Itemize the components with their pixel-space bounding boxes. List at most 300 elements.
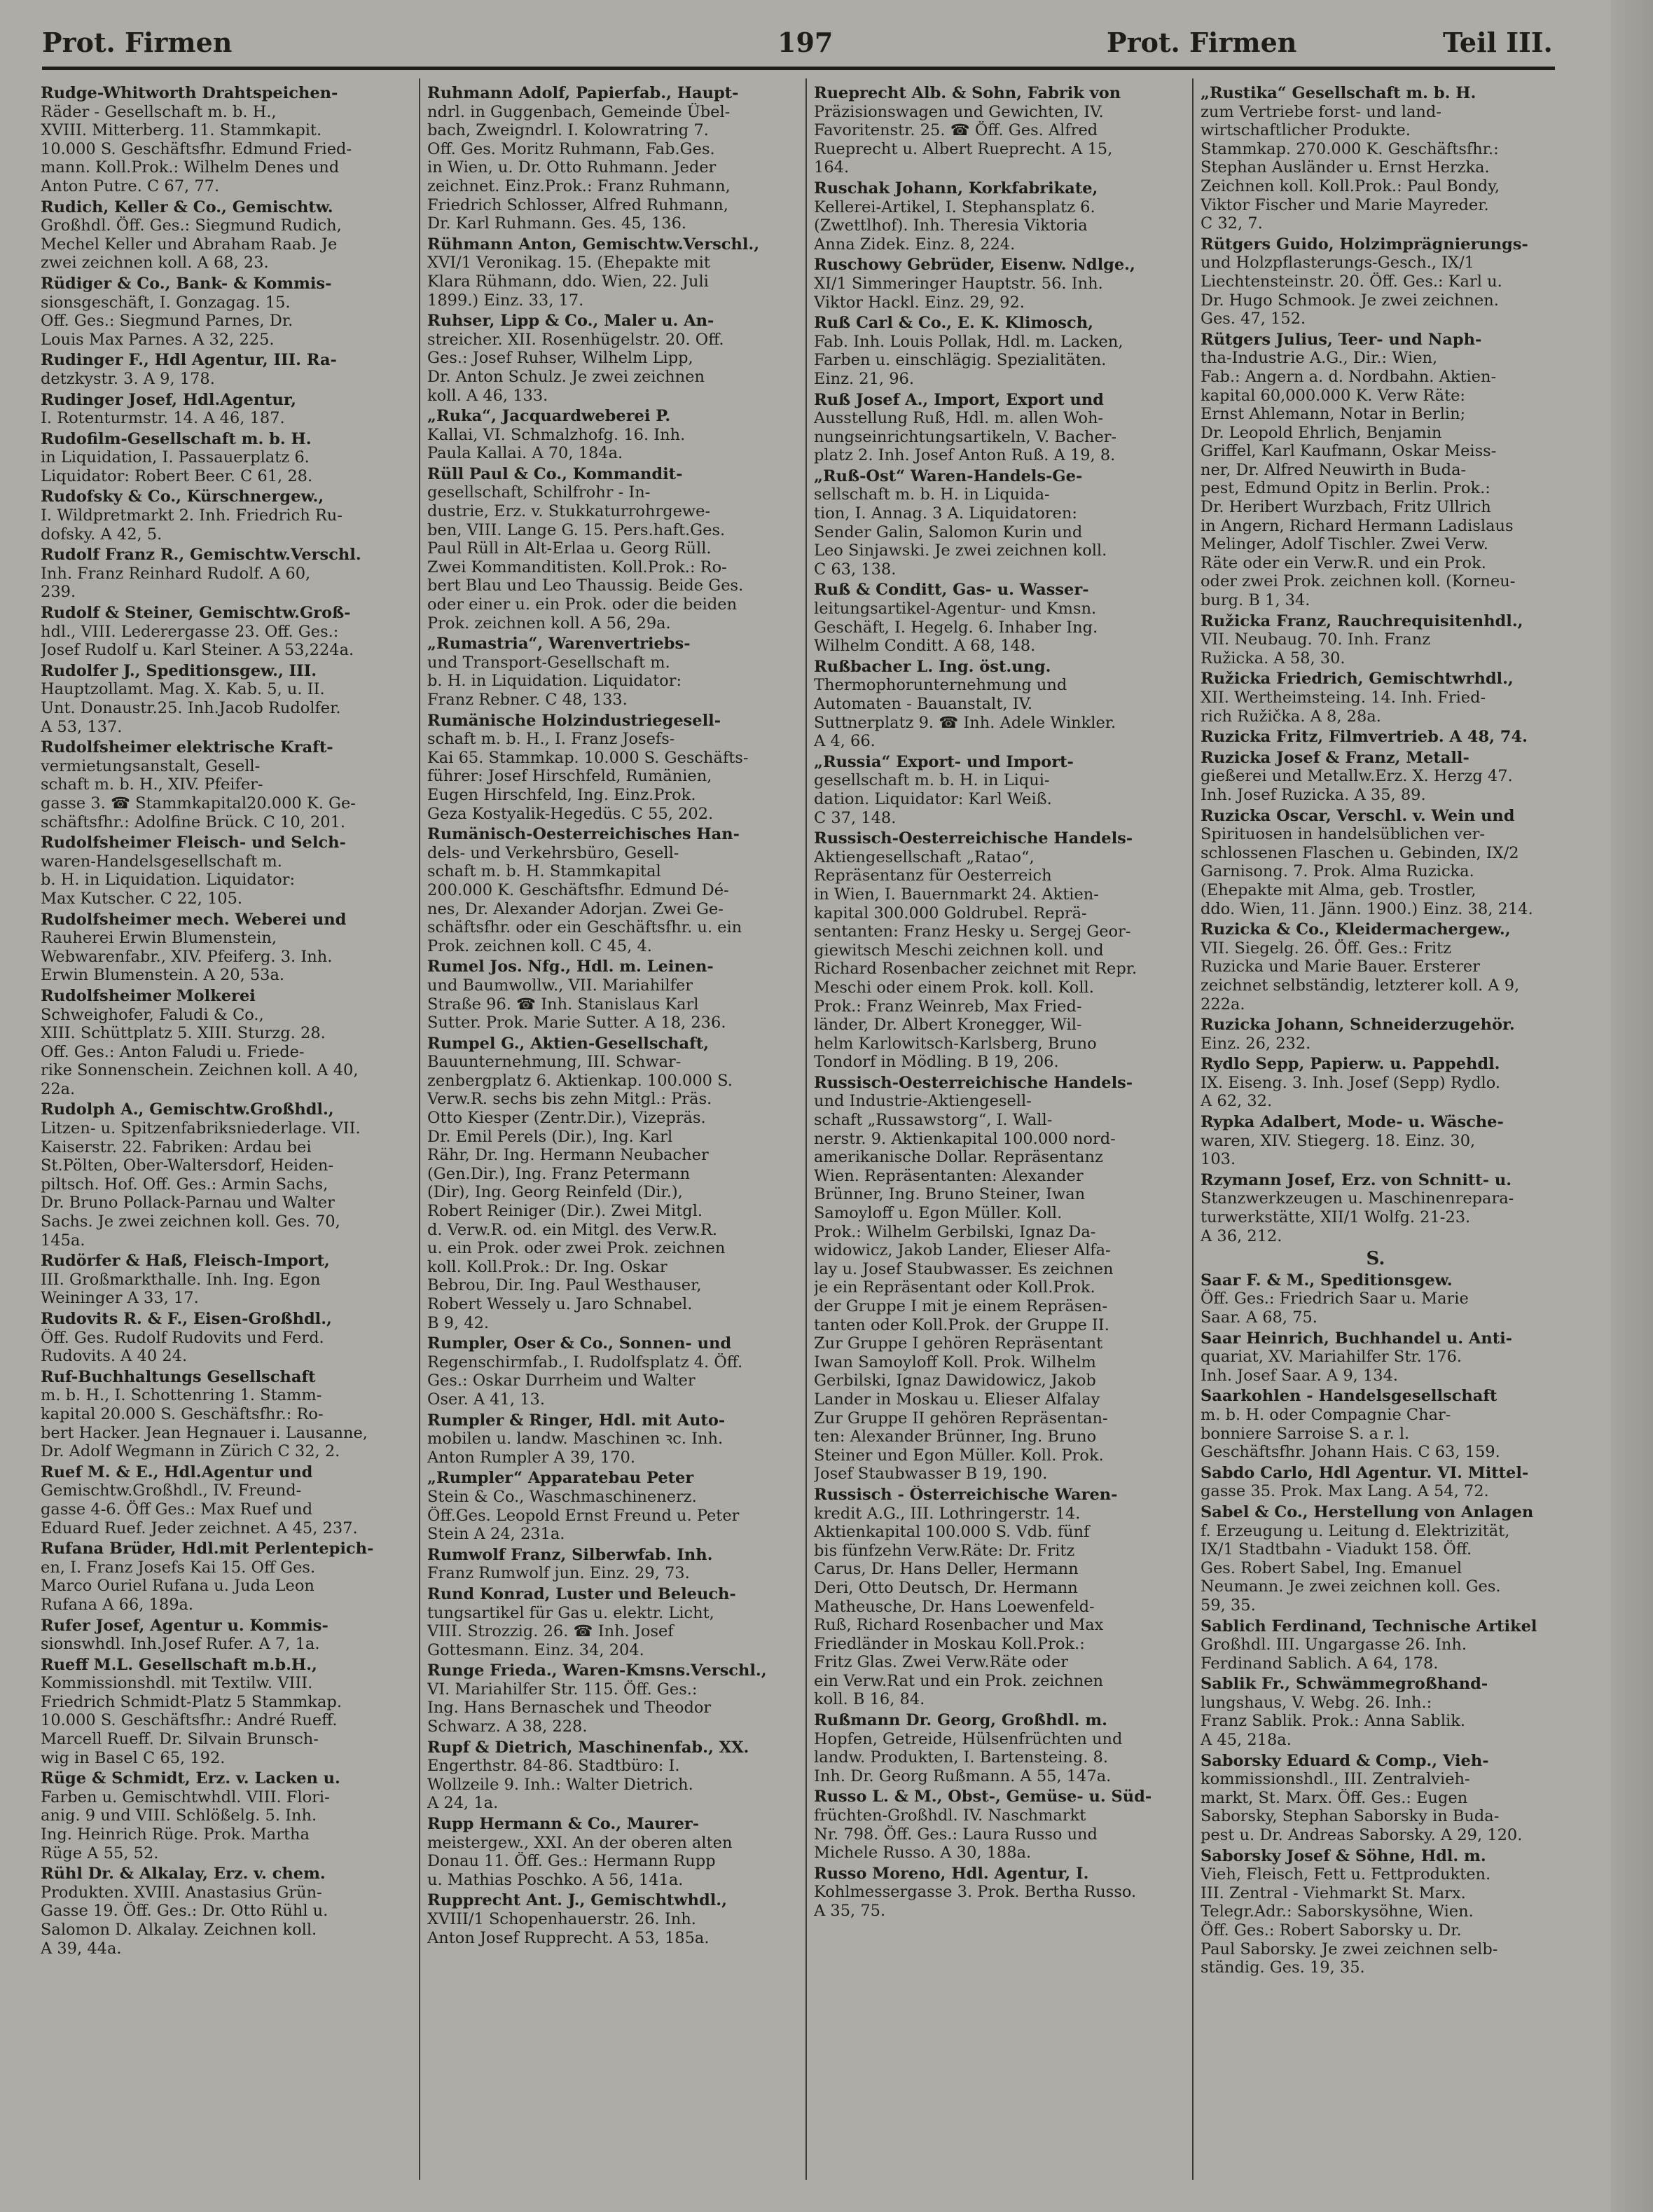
firm-entry [41, 1310, 412, 1366]
entry-line: en, I. Franz Josefs Kai 15. Off Ges. [41, 1558, 316, 1577]
entry-line: Anton Rumpler A 39, 170. [427, 1448, 635, 1467]
firm-name-line: „Rumpler“ Apparatebau Peter [427, 1469, 694, 1488]
entry-line: tha-Industrie A.G., Dir.: Wien, [1201, 349, 1438, 368]
entry-line: Mechel Keller und Abraham Raab. Je [41, 235, 338, 254]
firm-entry [41, 198, 412, 272]
firm-entry [41, 834, 412, 908]
entry-line: f. Erzeugung u. Leitung d. Elektrizität, [1201, 1521, 1510, 1540]
entry-line: schaft m. b. H., I. Franz Josefs- [427, 730, 675, 749]
firm-entry [41, 488, 412, 544]
firm-name-line: Ružicka Friedrich, Gemischtwrhdl., [1201, 670, 1514, 689]
entry-line: Kohlmessergasse 3. Prok. Bertha Russo. [814, 1883, 1137, 1902]
entry-line: C 63, 138. [814, 560, 897, 579]
firm-entry [41, 430, 412, 486]
entry-line: in Wien, u. Dr. Otto Ruhmann. Jeder [427, 158, 717, 177]
firm-name-line: Ruzicka Fritz, Filmvertrieb. A 48, 74. [1201, 728, 1528, 747]
firm-entry [1201, 728, 1551, 747]
entry-line: zeichnet selbständig, letzterer koll. A 9, [1201, 976, 1520, 995]
entry-line: Ing. Hans Bernaschek und Theodor [427, 1699, 712, 1717]
entry-line: Thermophorunternehmung und [814, 676, 1067, 695]
entry-line: Paul Saborsky. Je zwei zeichnen selb- [1201, 1940, 1498, 1958]
entry-line: ddo. Wien, 11. Jänn. 1900.) Einz. 38, 214. [1201, 899, 1533, 918]
entry-line: burg. B 1, 34. [1201, 591, 1310, 610]
firm-entry [814, 467, 1185, 579]
entry-line: Anton Josef Rupprecht. A 53, 185a. [427, 1928, 710, 1947]
entry-line: Inh. Dr. Georg Rußmann. A 55, 147a. [814, 1767, 1112, 1785]
header-part-label: Teil III. [1443, 27, 1553, 58]
entry-line: A 53, 137. [41, 717, 123, 736]
entry-line: Richard Rosenbacher zeichnet mit Repr. [814, 960, 1137, 979]
entry-line: 145a. [41, 1231, 85, 1250]
entry-line: Brünner, Ing. Bruno Steiner, Iwan [814, 1185, 1086, 1204]
entry-line: Kaiserstr. 22. Fabriken: Ardau bei [41, 1138, 312, 1156]
entry-line: Rauherei Erwin Blumenstein, [41, 929, 277, 948]
entry-line: (Dir), Ing. Georg Reinfeld (Dir.), [427, 1183, 683, 1202]
firm-name-line: Russo Moreno, Hdl. Agentur, I. [814, 1864, 1089, 1883]
entry-line: Zwei Kommanditisten. Koll.Prok.: Ro- [427, 558, 727, 576]
firm-name-line: Ružicka Franz, Rauchrequisitenhdl., [1201, 611, 1523, 630]
firm-name-line: Rudolfsheimer mech. Weberei und [41, 910, 347, 929]
entry-line: vermietungsanstalt, Gesell- [41, 756, 261, 775]
entry-line: Zur Gruppe II gehören Repräsentan- [814, 1409, 1108, 1428]
entry-line: wig in Basel C 65, 192. [41, 1748, 226, 1767]
firm-name-line: Ruzicka & Co., Kleidermachergew., [1201, 920, 1511, 939]
firm-name-line: Rumpler, Oser & Co., Sonnen- und [427, 1334, 732, 1353]
entry-line: VII. Siegelg. 26. Öff. Ges.: Fritz [1201, 939, 1451, 958]
firm-name-line: Ruzicka Josef & Franz, Metall- [1201, 748, 1469, 767]
entry-line: 103. [1201, 1150, 1236, 1169]
firm-name-line: Rufana Brüder, Hdl.mit Perlentepich- [41, 1540, 374, 1558]
entry-line: Suttnerplatz 9. ☎ Inh. Adele Winkler. [814, 713, 1116, 732]
entry-line: Gerbilski, Ignaz Dawidowicz, Jakob [814, 1371, 1096, 1390]
column-4 [1201, 84, 1551, 2178]
firm-name-line: Rudolfsheimer elektrische Kraft- [41, 738, 333, 757]
firm-entry [41, 275, 412, 349]
entry-line: Eduard Ruef. Jeder zeichnet. A 45, 237. [41, 1519, 358, 1537]
page-header [42, 22, 1555, 64]
firm-entry [41, 987, 412, 1099]
column-1 [41, 84, 412, 2178]
entry-line: Kallai, VI. Schmalzhofg. 16. Inh. [427, 425, 686, 444]
firm-entry [427, 1469, 798, 1543]
entry-line: Ausstellung Ruß, Hdl. m. allen Woh- [814, 409, 1104, 428]
entry-line: Donau 11. Öff. Ges.: Hermann Rupp [427, 1852, 716, 1871]
entry-line: Kellerei-Artikel, I. Stephansplatz 6. [814, 198, 1095, 216]
entry-line: sentanten: Franz Hesky u. Sergej Geor- [814, 922, 1131, 941]
entry-line: ner, Dr. Alfred Neuwirth in Buda- [1201, 460, 1467, 479]
firm-entry [427, 1661, 798, 1736]
firm-entry [427, 958, 798, 1032]
entry-line: Farben u. einschlägig. Spezialitäten. [814, 351, 1107, 370]
firm-entry [1201, 1113, 1551, 1169]
firm-entry [1201, 1387, 1551, 1461]
firm-name-line: Rudofsky & Co., Kürschnergew., [41, 488, 324, 506]
firm-entry [41, 1617, 412, 1654]
entry-line: Vieh, Fleisch, Fett u. Fettprodukten. [1201, 1865, 1491, 1884]
entry-line: zenbergplatz 6. Aktienkap. 100.000 S. [427, 1071, 733, 1090]
entry-line: mobilen u. landw. Maschinen ꝛc. Inh. [427, 1430, 724, 1449]
entry-line: turwerkstätte, XII/1 Wolfg. 21-23. [1201, 1208, 1471, 1227]
entry-line: A 45, 218a. [1201, 1731, 1292, 1750]
entry-line: Griffel, Karl Kaufmann, Oskar Meiss- [1201, 442, 1497, 461]
entry-line: schlossenen Flaschen u. Gebinden, IX/2 [1201, 843, 1519, 862]
entry-line: Gasse 19. Öff. Ges.: Dr. Otto Rühl u. [41, 1902, 328, 1921]
firm-name-line: Russo L. & M., Obst-, Gemüse- u. Süd- [814, 1788, 1152, 1806]
entry-line: helm Karlowitsch-Karlsberg, Bruno [814, 1034, 1097, 1053]
entry-line: u. Mathias Poschko. A 56, 141a. [427, 1870, 684, 1889]
entry-line: Straße 96. ☎ Inh. Stanislaus Karl [427, 995, 699, 1014]
entry-line: b. H. in Liquidation. Liquidator: [41, 871, 296, 890]
entry-line: markt, St. Marx. Öff. Ges.: Eugen [1201, 1788, 1468, 1807]
entry-line: m. b. H., I. Schottenring 1. Stamm- [41, 1386, 322, 1405]
entry-line: Ružicka. A 58, 30. [1201, 649, 1346, 668]
entry-line: Matheusche, Dr. Hans Loewenfeld- [814, 1597, 1095, 1616]
entry-line: Produkten. XVIII. Anastasius Grün- [41, 1883, 322, 1902]
firm-name-line: Ruef M. & E., Hdl.Agentur und [41, 1463, 313, 1481]
firm-entry [427, 235, 798, 310]
entry-line: Ing. Heinrich Rüge. Prok. Martha [41, 1825, 310, 1844]
column-2 [427, 84, 798, 2178]
entry-line: VIII. Strozzig. 26. ☎ Inh. Josef [427, 1622, 674, 1641]
entry-line: Automaten - Bauanstalt, IV. [814, 695, 1033, 713]
entry-line: VII. Neubaug. 70. Inh. Franz [1201, 630, 1431, 649]
firm-entry [41, 84, 412, 196]
entry-line: platz 2. Inh. Josef Anton Ruß. A 19, 8. [814, 446, 1116, 465]
firm-entry [41, 1769, 412, 1862]
entry-line: Dr. Adolf Wegmann in Zürich C 32, 2. [41, 1442, 340, 1461]
section-letter: S. [1366, 1248, 1385, 1270]
firm-entry [1201, 1847, 1551, 1977]
entry-line: Lander in Moskau u. Elieser Alfalay [814, 1390, 1100, 1409]
firm-entry [814, 1711, 1185, 1785]
firm-entry [814, 1074, 1185, 1484]
firm-name-line: Ruhser, Lipp & Co., Maler u. An- [427, 312, 714, 331]
entry-line: Otto Kiesper (Zentr.Dir.), Vizepräs. [427, 1109, 706, 1128]
entry-line: Inh. Franz Reinhard Rudolf. A 60, [41, 564, 311, 583]
entry-line: dels- und Verkehrsbüro, Gesell- [427, 843, 679, 862]
entry-line: länder, Dr. Albert Kronegger, Wil- [814, 1016, 1082, 1035]
entry-line: anig. 9 und VIII. Schlößelg. 5. Inh. [41, 1806, 317, 1825]
entry-line: gasse 3. ☎ Stammkapital20.000 K. Ge- [41, 794, 356, 813]
firm-name-line: Rumpel G., Aktien-Gesellschaft, [427, 1034, 710, 1053]
entry-line: bert Blau und Leo Thaussig. Beide Ges. [427, 576, 744, 595]
firm-name-line: Ruschak Johann, Korkfabrikate, [814, 179, 1098, 198]
entry-line: Viktor Fischer und Marie Mayreder. [1201, 195, 1489, 214]
entry-line: gesellschaft m. b. H. in Liqui- [814, 771, 1050, 790]
entry-line: Sachs. Je zwei zeichnen koll. Ges. 70, [41, 1212, 340, 1231]
firm-name-line: Rudofilm-Gesellschaft m. b. H. [41, 429, 312, 448]
firm-entry [1201, 235, 1551, 329]
entry-line: lungshaus, V. Webg. 26. Inh.: [1201, 1693, 1432, 1712]
entry-line: Melinger, Adolf Tischler. Zwei Verw. [1201, 535, 1488, 554]
firm-entry [1201, 612, 1551, 668]
firm-entry [41, 738, 412, 831]
entry-line: XVIII. Mitterberg. 11. Stammkapit. [41, 121, 322, 140]
entry-line: Ernst Ahlemann, Notar in Berlin; [1201, 405, 1466, 424]
firm-name-line: Rudolf Franz R., Gemischtw.Verschl. [41, 546, 361, 565]
entry-line: VI. Mariahilfer Str. 115. Öff. Ges.: [427, 1680, 698, 1699]
entry-line: Prok.: Franz Weinreb, Max Fried- [814, 997, 1082, 1016]
entry-line: Öff. Ges.: Friedrich Saar u. Marie [1201, 1290, 1469, 1308]
firm-entry [427, 635, 798, 709]
firm-entry [427, 1035, 798, 1333]
entry-line: b. H. in Liquidation. Liquidator: [427, 672, 682, 691]
entry-line: Dr. Heribert Wurzbach, Fritz Ullrich [1201, 498, 1491, 517]
entry-line: Litzen- u. Spitzenfabriksniederlage. VII. [41, 1119, 361, 1138]
entry-line: sionswhdl. Inh.Josef Rufer. A 7, 1a. [41, 1635, 320, 1654]
entry-line: bach, Zweigndrl. I. Kolowratring 7. [427, 121, 709, 140]
entry-line: Viktor Hackl. Einz. 29, 92. [814, 293, 1025, 312]
entry-line: Inh. Josef Saar. A 9, 134. [1201, 1366, 1399, 1385]
firm-entry [427, 1546, 798, 1583]
entry-line: Erwin Blumenstein. A 20, 53a. [41, 966, 285, 985]
firm-entry [427, 1585, 798, 1659]
firm-entry [41, 391, 412, 428]
entry-line: kredit A.G., III. Lothringerstr. 14. [814, 1504, 1081, 1523]
entry-line: nes, Dr. Alexander Adorjan. Zwei Ge- [427, 899, 724, 918]
entry-line: Wien. Repräsentanten: Alexander [814, 1166, 1084, 1185]
entry-line: Unt. Donaustr.25. Inh.Jacob Rudolfer. [41, 699, 341, 717]
firm-name-line: Rütgers Julius, Teer- und Naph- [1201, 330, 1482, 349]
firm-name-line: Rund Konrad, Luster und Beleuch- [427, 1584, 736, 1603]
firm-entry [1201, 1464, 1551, 1501]
entry-line: Öff. Ges.: Robert Saborsky u. Dr. [1201, 1921, 1462, 1940]
entry-line: schaft m. b. H., XIV. Pfeifer- [41, 775, 263, 794]
firm-name-line: Rupf & Dietrich, Maschinenfab., XX. [427, 1738, 749, 1757]
entry-line: Einz. 26, 232. [1201, 1034, 1311, 1053]
header-rule [42, 67, 1555, 70]
entry-line: Fab.: Angern a. d. Nordbahn. Aktien- [1201, 367, 1497, 386]
entry-line: meistergew., XXI. An der oberen alten [427, 1833, 733, 1852]
entry-line: Meschi oder einem Prok. koll. Koll. [814, 978, 1094, 997]
entry-line: tanten oder Koll.Prok. der Gruppe II. [814, 1315, 1109, 1334]
entry-line: A 4, 66. [814, 732, 876, 751]
entry-line: gasse 35. Prok. Max Lang. A 54, 72. [1201, 1482, 1489, 1501]
firm-entry [1201, 920, 1551, 1014]
entry-line: XI/1 Simmeringer Hauptstr. 56. Inh. [814, 274, 1103, 293]
entry-line: I. Wildpretmarkt 2. Inh. Friedrich Ru- [41, 506, 343, 525]
entry-line: Liechtensteinstr. 20. Öff. Ges.: Karl u. [1201, 272, 1502, 291]
entry-line: Louis Max Parnes. A 32, 225. [41, 330, 275, 349]
entry-line: XII. Wertheimsteing. 14. Inh. Fried- [1201, 689, 1486, 707]
entry-line: Großhdl. III. Ungargasse 26. Inh. [1201, 1636, 1467, 1654]
entry-line: quariat, XV. Mariahilfer Str. 176. [1201, 1348, 1462, 1367]
firm-name-line: Ruf-Buchhaltungs Gesellschaft [41, 1367, 316, 1386]
entry-line: koll. B 16, 84. [814, 1690, 925, 1709]
firm-name-line: Rütgers Guido, Holzimprägnierungs- [1201, 235, 1528, 254]
entry-line: Leo Sinjawski. Je zwei zeichnen koll. [814, 541, 1107, 560]
firm-name-line: Rüge & Schmidt, Erz. v. Lacken u. [41, 1769, 340, 1788]
entry-line: rike Sonnenschein. Zeichnen koll. A 40, [41, 1061, 359, 1080]
entry-line: giewitsch Meschi zeichnen koll. und [814, 941, 1104, 960]
entry-line: 10.000 S. Geschäftsfhr. Edmund Fried- [41, 139, 352, 158]
entry-line: Robert Reiniger (Dir.). Zwei Mitgl. [427, 1202, 703, 1221]
page-number: 197 [777, 27, 834, 58]
entry-line: dation. Liquidator: Karl Weiß. [814, 789, 1052, 808]
entry-line: Anna Zidek. Einz. 8, 224. [814, 235, 1016, 254]
entry-line: führer: Josef Hirschfeld, Rumänien, [427, 767, 712, 786]
entry-line: Weininger A 33, 17. [41, 1289, 199, 1308]
entry-line: Sutter. Prok. Marie Sutter. A 18, 236. [427, 1014, 726, 1032]
firm-entry [41, 1252, 412, 1308]
entry-line: Ruzicka und Marie Bauer. Ersterer [1201, 958, 1480, 976]
entry-line: je ein Repräsentant oder Koll.Prok. [814, 1278, 1095, 1297]
entry-line: Öff. Ges. Rudolf Rudovits und Ferd. [41, 1328, 324, 1347]
column-divider [805, 78, 807, 2180]
entry-line: 239. [41, 583, 76, 602]
entry-line: Iwan Samoyloff Koll. Prok. Wilhelm [814, 1353, 1096, 1371]
firm-entry [427, 465, 798, 633]
entry-line: Aktienkapital 100.000 S. Vdb. fünf [814, 1523, 1090, 1542]
entry-line: Stammkap. 270.000 K. Geschäftsfhr.: [1201, 139, 1499, 158]
entry-line: Dr. Bruno Pollack-Parnau und Walter [41, 1194, 335, 1212]
entry-line: oder zwei Prok. zeichnen koll. (Korneu- [1201, 572, 1516, 591]
entry-line: Präzisionswagen und Gewichten, IV. [814, 102, 1104, 121]
entry-line: Eugen Hirschfeld, Ing. Einz.Prok. [427, 785, 696, 804]
column-divider [1192, 78, 1194, 2180]
entry-line: Prok.: Wilhelm Gerbilski, Ignaz Da- [814, 1222, 1096, 1241]
entry-line: gesellschaft, Schilfrohr - In- [427, 483, 651, 502]
entry-line: B 9, 42. [427, 1313, 490, 1332]
entry-line: ein Verw.Rat und ein Prok. zeichnen [814, 1671, 1104, 1690]
entry-line: in Wien, I. Bauernmarkt 24. Aktien- [814, 885, 1099, 904]
firm-entry [41, 1463, 412, 1537]
entry-line: pest, Edmund Opitz in Berlin. Prok.: [1201, 479, 1491, 498]
entry-line: Franz Rebner. C 48, 133. [427, 691, 628, 709]
entry-line: Franz Rumwolf jun. Einz. 29, 73. [427, 1564, 690, 1583]
firm-entry [41, 604, 412, 660]
firm-name-line: Ruzicka Johann, Schneiderzugehör. [1201, 1016, 1515, 1035]
entry-line: A 39, 44a. [41, 1939, 122, 1958]
entry-line: Gottesmann. Einz. 34, 204. [427, 1640, 644, 1659]
firm-name-line: Rufer Josef, Agentur u. Kommis- [41, 1616, 328, 1635]
firm-entry [41, 1100, 412, 1250]
firm-entry [41, 351, 412, 388]
entry-line: Regenschirmfab., I. Rudolfsplatz 4. Öff. [427, 1353, 743, 1371]
entry-line: Stein & Co., Waschmaschinenerz. [427, 1487, 697, 1506]
entry-line: lay u. Josef Staubwasser. Es zeichnen [814, 1259, 1114, 1278]
entry-line: widowicz, Jakob Lander, Elieser Alfa- [814, 1241, 1111, 1260]
entry-line: Marco Ouriel Rufana u. Juda Leon [41, 1577, 314, 1596]
entry-line: Oser. A 41, 13. [427, 1390, 546, 1409]
entry-line: Samoyloff u. Egon Müller. Koll. [814, 1204, 1063, 1223]
firm-entry [814, 753, 1185, 827]
entry-line: tion, I. Annag. 3 A. Liquidatoren: [814, 504, 1077, 523]
entry-line: 59, 35. [1201, 1596, 1256, 1615]
firm-name-line: Rypka Adalbert, Mode- u. Wäsche- [1201, 1113, 1504, 1132]
entry-line: C 37, 148. [814, 808, 897, 827]
entry-line: Rähr, Dr. Ing. Hermann Neubacher [427, 1146, 709, 1165]
firm-name-line: Rußmann Dr. Georg, Großhdl. m. [814, 1711, 1107, 1730]
entry-line: Dr. Emil Perels (Dir.), Ing. Karl [427, 1127, 673, 1146]
entry-line: Telegr.Adr.: Saborskysöhne, Wien. [1201, 1902, 1474, 1921]
entry-line: ndrl. in Guggenbach, Gemeinde Übel- [427, 102, 731, 121]
firm-entry [41, 1540, 412, 1614]
entry-line: Josef Rudolf u. Karl Steiner. A 53,224a. [41, 641, 354, 660]
entry-line: m. b. H. oder Compagnie Char- [1201, 1405, 1451, 1424]
entry-line: und Holzpflasterungs-Gesch., IX/1 [1201, 254, 1474, 272]
firm-name-line: Ruß & Conditt, Gas- u. Wasser- [814, 581, 1089, 600]
firm-entry [814, 314, 1185, 388]
entry-line: Einz. 21, 96. [814, 369, 914, 388]
entry-line: Dr. Karl Ruhmann. Ges. 45, 136. [427, 214, 687, 233]
header-right-title: Prot. Firmen [1107, 27, 1297, 58]
entry-line: Off. Ges.: Anton Faludi u. Friede- [41, 1042, 305, 1061]
entry-line: Neumann. Je zwei zeichnen koll. Ges. [1201, 1577, 1501, 1596]
entry-line: und Baumwollw., VII. Mariahilfer [427, 976, 693, 995]
firm-entry [427, 407, 798, 463]
entry-line: waren, XIV. Stiegerg. 18. Einz. 30, [1201, 1131, 1476, 1150]
entry-line: Räte oder ein Verw.R. und ein Prok. [1201, 553, 1486, 572]
firm-entry [814, 1788, 1185, 1862]
entry-line: Josef Staubwasser B 19, 190. [814, 1465, 1048, 1484]
entry-line: gasse 4-6. Öff Ges.: Max Ruef und [41, 1500, 313, 1519]
entry-line: Wollzeile 9. Inh.: Walter Dietrich. [427, 1775, 693, 1794]
entry-line: Fab. Inh. Louis Pollak, Hdl. m. Lacken, [814, 332, 1123, 351]
entry-line: ben, VIII. Lange G. 15. Pers.haft.Ges. [427, 520, 726, 539]
entry-line: schaft m. b. H. Stammkapital [427, 862, 661, 881]
entry-line: bonniere Sarroise S. a r. l. [1201, 1424, 1410, 1443]
entry-line: in Angern, Richard Hermann Ladislaus [1201, 516, 1514, 535]
firm-entry [1201, 1675, 1551, 1749]
entry-line: Nr. 798. Öff. Ges.: Laura Russo und [814, 1825, 1098, 1844]
entry-line: (Gen.Dir.), Ing. Franz Petermann [427, 1164, 691, 1183]
header-left-title: Prot. Firmen [42, 27, 233, 58]
entry-line: Off. Ges.: Siegmund Parnes, Dr. [41, 312, 293, 331]
entry-line: koll. Koll.Prok.: Dr. Ing. Oskar [427, 1257, 668, 1276]
entry-line: A 36, 212. [1201, 1226, 1282, 1245]
firm-name-line: Rühl Dr. & Alkalay, Erz. v. chem. [41, 1865, 326, 1883]
firm-entry [814, 581, 1185, 655]
entry-line: Kommissionshdl. mit Textilw. VIII. [41, 1674, 313, 1693]
firm-entry [814, 256, 1185, 312]
entry-line: kapital 300.000 Goldrubel. Reprä- [814, 904, 1087, 922]
entry-line: Kai 65. Stammkap. 10.000 S. Geschäfts- [427, 748, 749, 767]
entry-line: der Gruppe I mit je einem Repräsen- [814, 1297, 1107, 1315]
firm-name-line: Ruhmann Adolf, Papierfab., Haupt- [427, 84, 739, 102]
firm-name-line: Rudolfsheimer Fleisch- und Selch- [41, 834, 346, 852]
entry-line: Ferdinand Sablich. A 64, 178. [1201, 1654, 1439, 1673]
firm-name-line: Saar Heinrich, Buchhandel u. Anti- [1201, 1329, 1512, 1348]
firm-name-line: Ruß Carl & Co., E. K. Klimosch, [814, 314, 1093, 333]
firm-name-line: „Rustika“ Gesellschaft m. b. H. [1201, 84, 1476, 102]
entry-line: Stanzwerkzeugen u. Maschinenrepara- [1201, 1189, 1514, 1208]
firm-name-line: Runge Frieda., Waren-Kmsns.Verschl., [427, 1661, 767, 1680]
entry-line: schäftsfhr. oder ein Geschäftsfhr. u. ein [427, 918, 742, 937]
firm-entry [1201, 1752, 1551, 1845]
firm-name-line: „Ruß-Ost“ Waren-Handels-Ge- [814, 466, 1083, 485]
entry-line: kapital 60,000.000 K. Verw Räte: [1201, 386, 1466, 405]
firm-entry [41, 911, 412, 985]
entry-line: detzkystr. 3. A 9, 178. [41, 369, 215, 388]
entry-line: u. ein Prok. oder zwei Prok. zeichnen [427, 1239, 726, 1258]
entry-line: waren-Handelsgesellschaft m. [41, 852, 282, 871]
firm-entry [814, 829, 1185, 1072]
entry-line: Gemischtw.Großhdl., IV. Freund- [41, 1481, 302, 1500]
entry-line: und Industrie-Aktiengesell- [814, 1092, 1032, 1111]
entry-line: dustrie, Erz. v. Stukkaturrohrgewe- [427, 502, 711, 521]
firm-name-line: Rühmann Anton, Gemischtw.Verschl., [427, 235, 760, 254]
firm-name-line: „Rumastria“, Warenvertriebs- [427, 635, 691, 654]
entry-line: Aktiengesellschaft „Ratao“, [814, 848, 1035, 866]
firm-entry [427, 1891, 798, 1947]
entry-line: 164. [814, 158, 850, 177]
entry-line: Prok. zeichnen koll. A 56, 29a. [427, 614, 671, 633]
entry-line: tungsartikel für Gas u. elektr. Licht, [427, 1603, 714, 1622]
entry-line: Bebrou, Dir. Ing. Paul Westhauser, [427, 1276, 702, 1295]
entry-line: XVI/1 Veronikag. 15. (Ehepakte mit [427, 254, 710, 272]
entry-line: Dr. Hugo Schmook. Je zwei zeichnen. [1201, 291, 1499, 310]
